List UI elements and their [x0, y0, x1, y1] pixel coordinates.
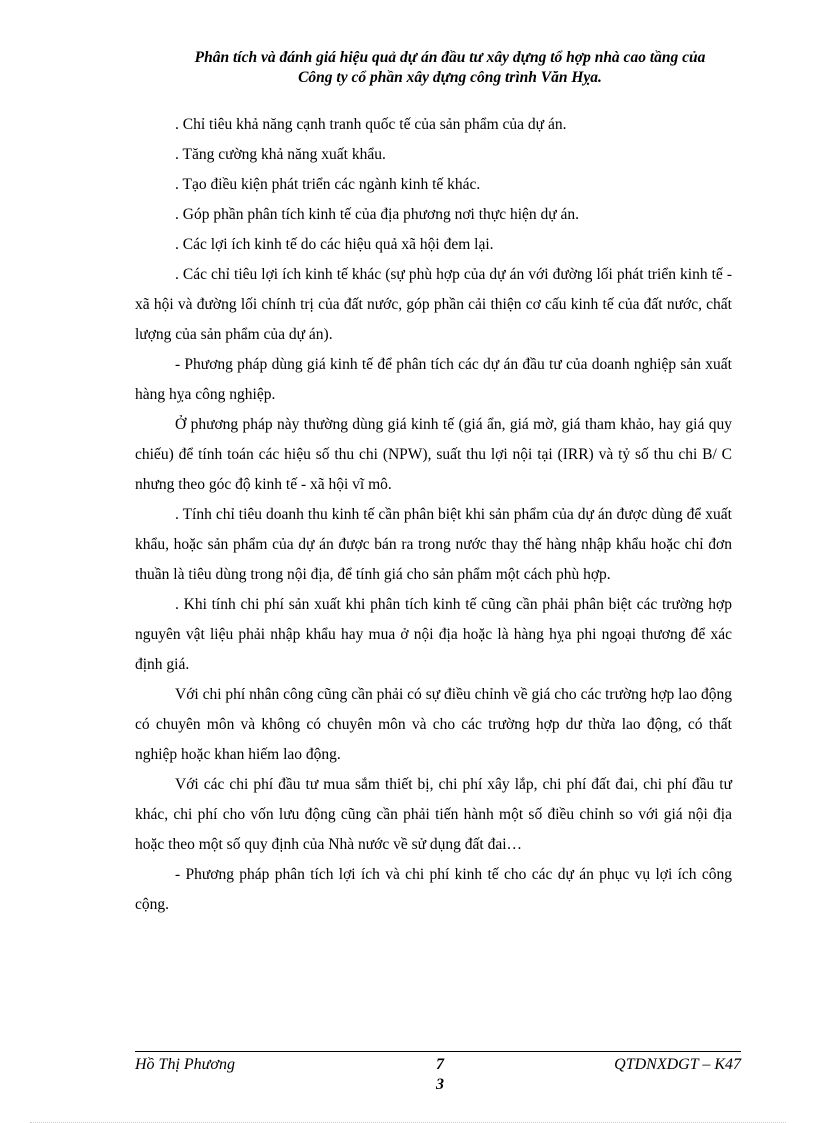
paragraph: . Chỉ tiêu khả năng cạnh tranh quốc tế của sản phẩm của dự án.: [175, 116, 567, 133]
paragraph: - Phương pháp dùng giá kinh tế để phân tích các dự án đầu tư của doanh nghiệp sản xuất hàng hỵa công nghiệp.: [135, 356, 732, 403]
page-number-line-2: 3: [436, 1076, 444, 1093]
paragraph: . Góp phần phân tích kinh tế của địa phương nơi thực hiện dự án.: [175, 206, 580, 223]
footer-course-code: QTDNXDGT – K47: [614, 1056, 741, 1073]
paragraph: Với chi phí nhân công cũng cần phải có sự điều chỉnh về giá cho các trường hợp lao động có chuyên môn và không có chuyên môn và cho các trường hợp dư thừa lao động, có thất nghiệp hoặc khan hiếm lao động.: [135, 686, 732, 763]
header-line-1: Phân tích và đánh giá hiệu quả dự án đầu tư xây dựng tổ hợp nhà cao tầng của: [194, 49, 706, 66]
body-text: [135, 110, 732, 920]
page-number-line-1: 7: [436, 1056, 444, 1073]
footer-divider: [135, 1051, 741, 1052]
paragraph: . Khi tính chi phí sản xuất khi phân tích kinh tế cũng cần phải phân biệt các trường hợp nguyên vật liệu phải nhập khẩu hay mua ở nội địa hoặc là hàng hỵa phi ngoại thương để xác định giá.: [135, 596, 732, 673]
paragraph: - Phương pháp phân tích lợi ích và chi phí kinh tế cho các dự án phục vụ lợi ích công cộng.: [135, 866, 732, 913]
paragraph: Với các chi phí đầu tư mua sắm thiết bị, chi phí xây lắp, chi phí đất đai, chi phí đầu tư khác, chi phí cho vốn lưu động cũng cần phải tiến hành một số điều chỉnh so với giá nội địa hoặc theo một số quy định của Nhà nước về sử dụng đất đai…: [135, 776, 732, 853]
paragraph: . Tăng cường khả năng xuất khẩu.: [175, 146, 386, 163]
paragraph: . Các lợi ích kinh tế do các hiệu quả xã hội đem lại.: [175, 236, 494, 253]
page-number: [425, 1055, 455, 1095]
paragraph: . Các chỉ tiêu lợi ích kinh tế khác (sự phù hợp của dự án với đường lối phát triển kinh tế - xã hội và đường lối chính trị của đất nước, góp phần cải thiện cơ cấu kinh tế của đất nước, chất lượng của sản phẩm của dự án).: [135, 266, 732, 343]
header-line-2: Công ty cổ phần xây dựng công trình Văn Hỵa.: [298, 69, 602, 86]
paragraph: . Tạo điều kiện phát triển các ngành kinh tế khác.: [175, 176, 481, 193]
running-header: [100, 48, 800, 88]
footer-author: Hồ Thị Phương: [135, 1056, 235, 1073]
paragraph: . Tính chỉ tiêu doanh thu kinh tế cần phân biệt khi sản phẩm của dự án được dùng để xuất khẩu, hoặc sản phẩm của dự án được bán ra trong nước thay thế hàng nhập khẩu hoặc chỉ đơn thuần là tiêu dùng trong nội địa, để tính giá cho sản phẩm một cách phù hợp.: [135, 506, 732, 583]
paragraph: Ở phương pháp này thường dùng giá kinh tế (giá ẩn, giá mờ, giá tham khảo, hay giá quy chiếu) để tính toán các hiệu số thu chi (NPW), suất thu lợi nội tại (IRR) và tỷ số thu chi B/ C nhưng theo góc độ kinh tế - xã hội vĩ mô.: [135, 416, 732, 493]
